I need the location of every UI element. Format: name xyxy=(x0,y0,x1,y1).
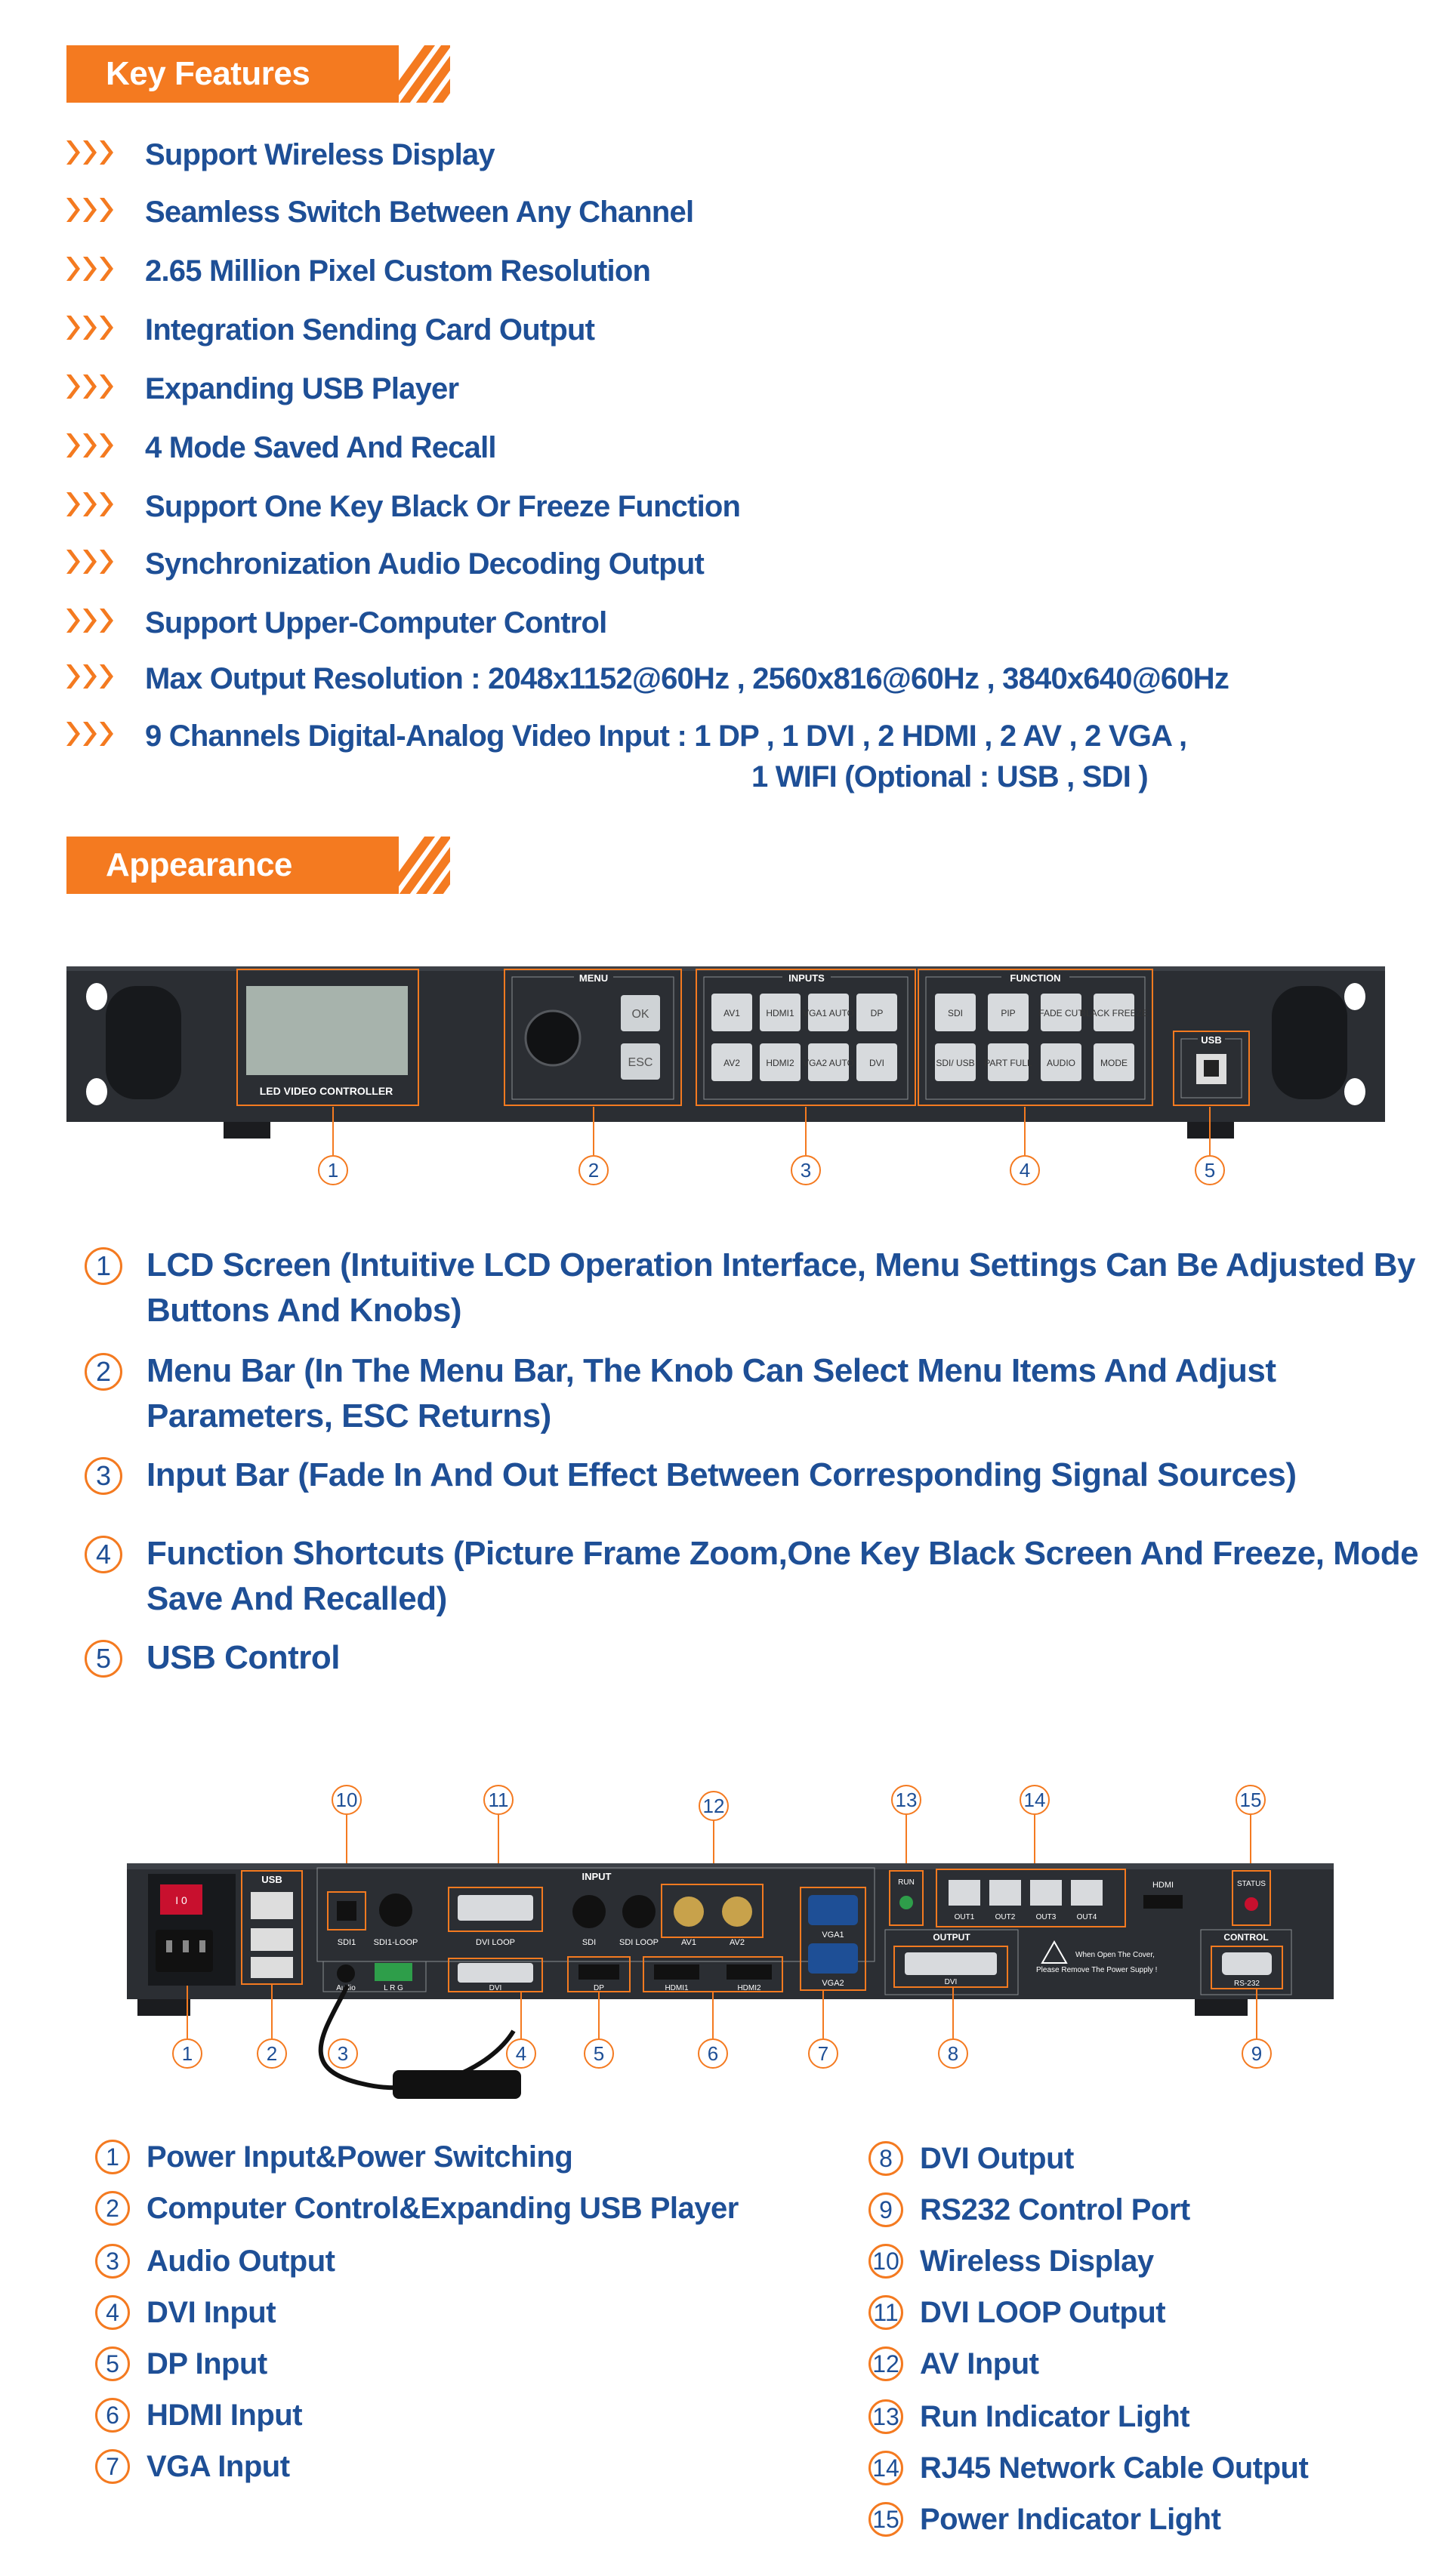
legend-text: RJ45 Network Cable Output xyxy=(920,2451,1309,2485)
feature-item xyxy=(65,368,458,409)
feature-item xyxy=(65,486,740,527)
warning-text-2: Please Remove The Power Supply ! xyxy=(1036,1966,1158,1974)
run-label: RUN xyxy=(898,1878,915,1887)
appearance-item-number: 1 xyxy=(85,1247,122,1285)
rs232-label: RS-232 xyxy=(1234,1980,1260,1988)
feature-text: Expanding USB Player xyxy=(145,372,459,405)
chevron-bullet-icon xyxy=(65,137,116,168)
menu-label: MENU xyxy=(578,972,609,984)
appearance-item-number: 2 xyxy=(85,1353,122,1391)
legend-text: HDMI Input xyxy=(147,2398,303,2432)
rear-callout-13: 13 xyxy=(891,1785,921,1815)
feature-item xyxy=(65,427,496,468)
output-label: OUTPUT xyxy=(933,1932,970,1943)
legend-number: 11 xyxy=(868,2295,903,2330)
legend-item xyxy=(95,2140,572,2174)
feature-text: Support Upper-Computer Control xyxy=(145,606,607,639)
feature-text: 4 Mode Saved And Recall xyxy=(145,431,496,464)
appearance-item-number: 5 xyxy=(85,1640,122,1678)
legend-text: Wireless Display xyxy=(920,2244,1154,2278)
chevron-bullet-icon xyxy=(65,547,116,577)
key-features-banner xyxy=(66,45,450,103)
feature-item xyxy=(65,602,607,643)
lcd-label: LED VIDEO CONTROLLER xyxy=(259,1085,393,1097)
usb-label: USB xyxy=(1201,1034,1222,1046)
legend-item xyxy=(868,2451,1308,2485)
key-features-title: Key Features xyxy=(106,55,310,92)
chevron-bullet-icon xyxy=(65,719,116,749)
dvi-in-label: DVI xyxy=(489,1984,502,1992)
function-key-label: FADE CUT xyxy=(1038,1008,1084,1018)
front-callout-3: 3 xyxy=(791,1155,821,1185)
rear-callout-8: 8 xyxy=(938,2038,968,2069)
chevron-bullet-icon xyxy=(65,371,116,402)
legend-number: 9 xyxy=(868,2192,903,2227)
chevron-bullet-icon xyxy=(65,661,116,692)
warning-text-1: When Open The Cover, xyxy=(1075,1951,1155,1959)
status-label: STATUS xyxy=(1237,1880,1266,1888)
svg-text:I 0: I 0 xyxy=(175,1894,187,1906)
input-key-label: VGA1 AUTO xyxy=(803,1008,854,1018)
legend-item xyxy=(868,2192,1190,2227)
sdi-label: SDI xyxy=(582,1938,597,1947)
legend-number: 14 xyxy=(868,2451,903,2485)
sdi-loop-label: SDI LOOP xyxy=(619,1938,659,1947)
function-key-label: SDI xyxy=(947,1008,964,1018)
legend-item xyxy=(868,2244,1154,2279)
front-callout-1: 1 xyxy=(318,1155,348,1185)
function-key-label: MODE xyxy=(1100,1058,1128,1068)
feature-text: Seamless Switch Between Any Channel xyxy=(145,196,694,229)
legend-item xyxy=(95,2449,290,2484)
appearance-item-number: 3 xyxy=(85,1457,122,1495)
appearance-item-4 xyxy=(85,1531,1430,1622)
legend-text: AV Input xyxy=(920,2346,1039,2380)
legend-item xyxy=(95,2398,302,2433)
dvi-out-label: DVI xyxy=(944,1978,958,1986)
feature-text: Support Wireless Display xyxy=(145,138,495,171)
appearance-item-text: USB Control xyxy=(147,1639,341,1676)
legend-item xyxy=(868,2295,1165,2330)
chevron-bullet-icon xyxy=(65,430,116,461)
legend-number: 5 xyxy=(95,2346,130,2381)
legend-text: DVI Input xyxy=(147,2295,276,2329)
appearance-item-text: LCD Screen (Intuitive LCD Operation Interface, Menu Settings Can Be Adjusted By Buttons And Knobs) xyxy=(147,1246,1416,1329)
function-key-label: PIP xyxy=(1001,1008,1016,1018)
legend-number: 2 xyxy=(95,2191,130,2226)
chevron-bullet-icon xyxy=(65,489,116,519)
sdi1-loop-label: SDI1-LOOP xyxy=(373,1938,418,1947)
rear-callout-7: 7 xyxy=(808,2038,838,2069)
legend-number: 15 xyxy=(868,2502,903,2537)
legend-item xyxy=(95,2191,739,2226)
input-label: INPUT xyxy=(582,1871,612,1882)
input-key-label: DP xyxy=(870,1008,884,1018)
appearance-item-text: Function Shortcuts (Picture Frame Zoom,One Key Black Screen And Freeze, Mode Save And Recalled) xyxy=(147,1535,1419,1617)
rear-callout-2: 2 xyxy=(257,2038,287,2069)
input-key-label: HDMI2 xyxy=(766,1058,794,1068)
chevron-bullet-icon xyxy=(65,195,116,225)
dp-label: DP xyxy=(594,1984,604,1992)
input-key-label: AV1 xyxy=(723,1008,740,1018)
feature-item xyxy=(65,134,495,175)
inputs-label: INPUTS xyxy=(788,972,825,984)
legend-text: VGA Input xyxy=(147,2449,290,2483)
chevron-bullet-icon xyxy=(65,313,116,343)
rear-callout-5: 5 xyxy=(584,2038,614,2069)
appearance-item-2 xyxy=(85,1348,1430,1439)
feature-item-inputs xyxy=(65,716,1186,797)
esc-button-label: ESC xyxy=(628,1056,653,1069)
legend-item xyxy=(868,2399,1189,2434)
function-key-label: SDI/ USB xyxy=(936,1058,975,1068)
appearance-banner xyxy=(66,837,450,894)
rear-callout-1: 1 xyxy=(172,2038,202,2069)
legend-text: Computer Control&Expanding USB Player xyxy=(147,2191,739,2225)
feature-text: Integration Sending Card Output xyxy=(145,313,595,347)
input-key-label: DVI xyxy=(868,1058,885,1068)
hdmi-out-label: HDMI xyxy=(1152,1881,1174,1890)
feature-text: 2.65 Million Pixel Custom Resolution xyxy=(145,254,651,288)
dvi-loop-label: DVI LOOP xyxy=(476,1938,515,1947)
input-key-label: AV2 xyxy=(723,1058,740,1068)
feature-item xyxy=(65,310,594,350)
feature-text: Support One Key Black Or Freeze Function xyxy=(145,490,741,523)
feature-text: Max Output Resolution : 2048x1152@60Hz , 2560x816@60Hz , 3840x640@60Hz xyxy=(145,662,1229,695)
legend-text: Power Indicator Light xyxy=(920,2502,1221,2536)
rear-callout-11: 11 xyxy=(483,1785,514,1815)
appearance-title: Appearance xyxy=(106,846,292,883)
vga1-label: VGA1 xyxy=(822,1930,844,1940)
function-key-label: AUDIO xyxy=(1046,1058,1076,1068)
input-key-label: VGA2 AUTO xyxy=(803,1058,854,1068)
rear-callout-14: 14 xyxy=(1020,1785,1050,1815)
legend-text: Audio Output xyxy=(147,2244,335,2278)
legend-item xyxy=(95,2295,276,2330)
front-callout-2: 2 xyxy=(578,1155,609,1185)
feature-item xyxy=(65,658,1229,699)
legend-number: 13 xyxy=(868,2399,903,2434)
legend-item xyxy=(868,2502,1220,2537)
rear-callout-4: 4 xyxy=(506,2038,536,2069)
out1-label: OUT1 xyxy=(954,1913,975,1921)
feature-text: Synchronization Audio Decoding Output xyxy=(145,547,704,581)
legend-item xyxy=(868,2346,1038,2381)
legend-text: Run Indicator Light xyxy=(920,2399,1190,2433)
control-label: CONTROL xyxy=(1223,1932,1269,1943)
legend-number: 4 xyxy=(95,2295,130,2330)
front-callout-4: 4 xyxy=(1010,1155,1040,1185)
appearance-item-3 xyxy=(85,1453,1430,1498)
legend-item xyxy=(868,2141,1074,2176)
legend-number: 7 xyxy=(95,2449,130,2484)
out4-label: OUT4 xyxy=(1076,1913,1097,1921)
hdmi1-label: HDMI1 xyxy=(665,1984,689,1992)
av1-label: AV1 xyxy=(681,1938,696,1947)
appearance-item-5 xyxy=(85,1635,1430,1681)
feature-inputs-line1: 9 Channels Digital-Analog Video Input : 1 DP , 1 DVI , 2 HDMI , 2 AV , 2 VGA , xyxy=(145,719,1187,753)
hdmi2-label: HDMI2 xyxy=(737,1984,761,1992)
rear-callout-6: 6 xyxy=(698,2038,728,2069)
chevron-bullet-icon xyxy=(65,605,116,636)
appearance-item-text: Input Bar (Fade In And Out Effect Between Corresponding Signal Sources) xyxy=(147,1456,1297,1493)
legend-number: 3 xyxy=(95,2244,130,2279)
rear-callout-15: 15 xyxy=(1236,1785,1266,1815)
appearance-item-1 xyxy=(85,1243,1430,1333)
rear-callout-3: 3 xyxy=(328,2038,358,2069)
legend-item xyxy=(95,2244,335,2279)
av2-label: AV2 xyxy=(730,1938,745,1947)
sdi1-label: SDI1 xyxy=(337,1938,356,1947)
legend-number: 10 xyxy=(868,2244,903,2279)
rear-callout-10: 10 xyxy=(332,1785,362,1815)
legend-text: Power Input&Power Switching xyxy=(147,2140,573,2174)
vga2-label: VGA2 xyxy=(822,1979,844,1988)
legend-text: DVI Output xyxy=(920,2141,1074,2175)
input-key-label: HDMI1 xyxy=(766,1008,794,1018)
feature-item xyxy=(65,192,693,233)
legend-text: DVI LOOP Output xyxy=(920,2295,1166,2329)
legend-text: RS232 Control Port xyxy=(920,2192,1190,2226)
appearance-item-text: Menu Bar (In The Menu Bar, The Knob Can Select Menu Items And Adjust Parameters, ESC Returns) xyxy=(147,1352,1276,1434)
front-callout-5: 5 xyxy=(1195,1155,1225,1185)
feature-item xyxy=(65,544,704,584)
legend-item xyxy=(95,2346,267,2381)
legend-number: 8 xyxy=(868,2141,903,2176)
rear-callout-12: 12 xyxy=(699,1791,729,1821)
rear-usb-label: USB xyxy=(261,1874,282,1885)
feature-inputs-line2: 1 WIFI (Optional : USB , SDI ) xyxy=(751,760,1148,793)
front-panel-image xyxy=(0,959,1450,1155)
function-key-label: BLACK FREEZE xyxy=(1079,1008,1149,1018)
legend-number: 1 xyxy=(95,2140,130,2174)
chevron-bullet-icon xyxy=(65,254,116,284)
lrg-label: L R G xyxy=(384,1984,403,1992)
feature-item xyxy=(65,251,650,291)
function-key-label: PART FULL xyxy=(984,1058,1032,1068)
legend-number: 12 xyxy=(868,2346,903,2381)
legend-text: DP Input xyxy=(147,2346,267,2380)
rear-panel-image xyxy=(0,1782,1450,2114)
ok-button-label: OK xyxy=(631,1008,649,1021)
out2-label: OUT2 xyxy=(995,1913,1016,1921)
rear-callout-9: 9 xyxy=(1242,2038,1272,2069)
legend-number: 6 xyxy=(95,2398,130,2433)
audio-label: Audio xyxy=(336,1984,356,1992)
function-label: FUNCTION xyxy=(1010,972,1061,984)
appearance-item-number: 4 xyxy=(85,1536,122,1573)
out3-label: OUT3 xyxy=(1035,1913,1057,1921)
